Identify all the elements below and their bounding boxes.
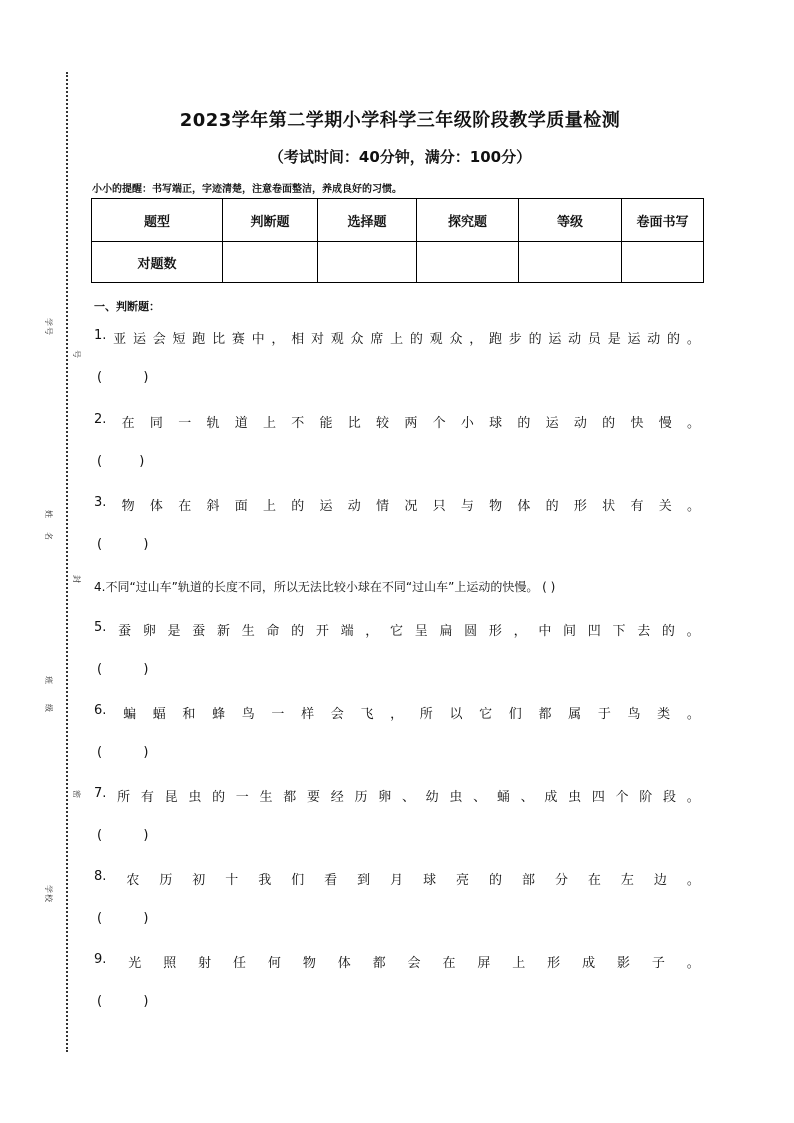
- answer-parentheses[interactable]: ( ): [97, 828, 149, 843]
- question-char: 动: [647, 332, 661, 347]
- header-cell-type: 题型: [92, 199, 223, 242]
- answer-parentheses[interactable]: ( ): [97, 745, 149, 760]
- margin-label-surname: 姓: [44, 510, 53, 519]
- question-char: 要: [307, 790, 321, 805]
- question-char: 都: [538, 707, 552, 722]
- margin-label-student-id: 学号: [44, 318, 53, 336]
- question-char: 的: [667, 332, 681, 347]
- question-number: 1.: [94, 328, 107, 343]
- question-number: 7.: [94, 786, 107, 801]
- question-char: 分: [554, 873, 568, 888]
- question-char: 它: [479, 707, 493, 722]
- question-char: 一: [235, 790, 249, 805]
- question-2: [94, 412, 700, 431]
- question-char: 动: [573, 416, 587, 431]
- question-char: 众: [449, 332, 463, 347]
- question-char: 对: [310, 332, 324, 347]
- header-cell-level: 等级: [519, 199, 622, 242]
- question-char: 蝙: [123, 707, 137, 722]
- margin-label-number: 号: [72, 350, 81, 359]
- question-char: 蚕: [192, 624, 206, 639]
- question-number: 9.: [94, 952, 107, 967]
- question-char: 赛: [231, 332, 245, 347]
- question-char: 是: [607, 332, 621, 347]
- margin-label-sealed: 密: [72, 790, 81, 799]
- question-char: ，: [513, 624, 527, 639]
- question-char: 。: [686, 499, 700, 514]
- question-char: 亚: [113, 332, 127, 347]
- question-text: 不同“过山车”轨道的长度不同，所以无法比较小球在不同“过山车”上运动的快慢。 ( ): [105, 580, 556, 594]
- question-char: 的: [291, 499, 305, 514]
- question-char: 屏: [477, 956, 491, 971]
- question-char: 成: [582, 956, 596, 971]
- question-char: 况: [404, 499, 418, 514]
- question-char: 蝠: [152, 707, 166, 722]
- question-char: 能: [319, 416, 333, 431]
- question-char: 段: [663, 790, 677, 805]
- question-char: 小: [460, 416, 474, 431]
- question-char: ，: [390, 707, 404, 722]
- margin-label-school: 学校: [44, 885, 53, 903]
- question-char: 一: [178, 416, 192, 431]
- question-char: 蚕: [118, 624, 132, 639]
- question-char: 个: [615, 790, 629, 805]
- question-char: 上: [390, 332, 404, 347]
- question-char: 会: [330, 707, 344, 722]
- question-char: 动: [347, 499, 361, 514]
- question-char: 生: [259, 790, 273, 805]
- question-char: 一: [271, 707, 285, 722]
- question-char: 形: [573, 499, 587, 514]
- question-char: 物: [489, 499, 503, 514]
- question-char: 新: [216, 624, 230, 639]
- question-char: 的: [528, 332, 542, 347]
- question-char: 上: [262, 416, 276, 431]
- question-char: 只: [432, 499, 446, 514]
- question-char: ，: [271, 332, 285, 347]
- question-char: 在: [178, 499, 192, 514]
- margin-label-seal: 封: [72, 575, 81, 584]
- question-char: 虫: [568, 790, 582, 805]
- question-char: 经: [330, 790, 344, 805]
- question-number: 2.: [94, 412, 107, 427]
- question-char: ，: [365, 624, 379, 639]
- question-char: 的: [602, 416, 616, 431]
- question-char: 下: [612, 624, 626, 639]
- question-char: 物: [302, 956, 316, 971]
- score-cell-inquiry[interactable]: [417, 242, 519, 283]
- question-char: 两: [404, 416, 418, 431]
- question-9: [94, 952, 700, 971]
- question-char: 照: [163, 956, 177, 971]
- question-char: 鸟: [627, 707, 641, 722]
- question-char: 上: [262, 499, 276, 514]
- question-char: 个: [432, 416, 446, 431]
- question-char: ，: [469, 332, 483, 347]
- question-char: 。: [686, 624, 700, 639]
- question-char: 的: [545, 499, 559, 514]
- score-cell-choice[interactable]: [318, 242, 417, 283]
- question-char: 运: [545, 416, 559, 431]
- question-char: 阶: [639, 790, 653, 805]
- question-1: [94, 328, 700, 347]
- question-char: 、: [520, 790, 534, 805]
- question-char: 情: [376, 499, 390, 514]
- question-char: 蜂: [212, 707, 226, 722]
- question-char: 比: [212, 332, 226, 347]
- question-char: 任: [233, 956, 247, 971]
- question-char: 左: [620, 873, 634, 888]
- answer-parentheses[interactable]: ( ): [97, 454, 145, 469]
- question-char: 员: [587, 332, 601, 347]
- question-char: 蛹: [496, 790, 510, 805]
- question-char: 影: [616, 956, 630, 971]
- question-char: 都: [372, 956, 386, 971]
- question-char: 。: [686, 956, 700, 971]
- question-char: 同: [149, 416, 163, 431]
- question-char: 会: [152, 332, 166, 347]
- question-number: 4.: [94, 580, 106, 594]
- question-number: 8.: [94, 869, 107, 884]
- question-char: 都: [283, 790, 297, 805]
- question-char: 命: [266, 624, 280, 639]
- margin-label-name: 名: [44, 532, 53, 541]
- question-char: 去: [637, 624, 651, 639]
- question-char: 步: [508, 332, 522, 347]
- question-number: 3.: [94, 495, 107, 510]
- question-8: [94, 869, 700, 888]
- question-char: 间: [563, 624, 577, 639]
- question-char: 部: [521, 873, 535, 888]
- reminder-text: 小小的提醒：书写端正，字迹清楚，注意卷面整洁，养成良好的习惯。: [92, 184, 402, 195]
- question-char: 体: [517, 499, 531, 514]
- question-char: 中: [538, 624, 552, 639]
- question-char: 是: [167, 624, 181, 639]
- question-char: 月: [390, 873, 404, 888]
- question-char: 飞: [360, 707, 374, 722]
- question-char: 观: [429, 332, 443, 347]
- question-char: 道: [234, 416, 248, 431]
- page-title: 2023学年第二学期小学科学三年级阶段教学质量检测: [179, 110, 621, 131]
- question-char: 亮: [456, 873, 470, 888]
- question-char: 中: [251, 332, 265, 347]
- question-char: 在: [442, 956, 456, 971]
- question-char: 历: [159, 873, 173, 888]
- question-char: 所: [117, 790, 131, 805]
- question-char: 边: [653, 873, 667, 888]
- question-char: 鸟: [241, 707, 255, 722]
- question-char: 昆: [164, 790, 178, 805]
- question-char: 到: [357, 873, 371, 888]
- question-char: 。: [686, 332, 700, 347]
- question-char: 何: [267, 956, 281, 971]
- question-char: 球: [489, 416, 503, 431]
- question-char: 相: [291, 332, 305, 347]
- question-char: 慢: [658, 416, 672, 431]
- question-char: 类: [657, 707, 671, 722]
- question-char: 跑: [489, 332, 503, 347]
- question-char: 、: [401, 790, 415, 805]
- question-char: 虫: [188, 790, 202, 805]
- answer-parentheses[interactable]: ( ): [97, 370, 149, 385]
- question-char: 的: [409, 332, 423, 347]
- question-char: 在: [121, 416, 135, 431]
- question-char: 席: [370, 332, 384, 347]
- question-number: 5.: [94, 620, 107, 635]
- question-char: 农: [126, 873, 140, 888]
- question-char: 不: [291, 416, 305, 431]
- question-char: 端: [340, 624, 354, 639]
- score-table-data-row: [92, 242, 704, 283]
- question-char: 呈: [414, 624, 428, 639]
- question-4: [94, 578, 555, 595]
- question-char: 。: [686, 790, 700, 805]
- question-char: 十: [225, 873, 239, 888]
- header-cell-choice: 选择题: [318, 199, 417, 242]
- question-char: 短: [172, 332, 186, 347]
- question-char: 面: [234, 499, 248, 514]
- question-char: 观: [330, 332, 344, 347]
- score-cell-true-false[interactable]: [223, 242, 318, 283]
- answer-parentheses[interactable]: ( ): [97, 911, 149, 926]
- question-char: 与: [460, 499, 474, 514]
- score-cell-handwriting[interactable]: [622, 242, 704, 283]
- question-char: 样: [301, 707, 315, 722]
- question-char: 形: [488, 624, 502, 639]
- question-char: 以: [449, 707, 463, 722]
- question-char: 动: [568, 332, 582, 347]
- question-char: 子: [651, 956, 665, 971]
- question-char: 凹: [587, 624, 601, 639]
- question-char: 们: [508, 707, 522, 722]
- question-char: 斜: [206, 499, 220, 514]
- question-char: 圆: [464, 624, 478, 639]
- question-5: [94, 620, 700, 639]
- question-char: 幼: [425, 790, 439, 805]
- binding-dotted-line: [66, 72, 68, 1052]
- question-char: 卵: [142, 624, 156, 639]
- question-char: 有: [140, 790, 154, 805]
- header-cell-inquiry: 探究题: [417, 199, 519, 242]
- question-char: 我: [258, 873, 272, 888]
- question-3: [94, 495, 700, 514]
- section-title-true-false: 一、判断题：: [94, 300, 160, 313]
- score-table: [91, 198, 704, 283]
- question-char: 历: [354, 790, 368, 805]
- answer-parentheses[interactable]: ( ): [97, 537, 149, 552]
- question-char: 虫: [449, 790, 463, 805]
- question-char: 。: [686, 416, 700, 431]
- question-char: 体: [149, 499, 163, 514]
- question-char: 上: [512, 956, 526, 971]
- question-char: 比: [347, 416, 361, 431]
- question-char: 运: [132, 332, 146, 347]
- answer-parentheses[interactable]: ( ): [97, 994, 149, 1009]
- score-table-header-row: [92, 199, 704, 242]
- question-char: 生: [241, 624, 255, 639]
- question-char: 状: [602, 499, 616, 514]
- question-char: 形: [547, 956, 561, 971]
- score-cell-level[interactable]: [519, 242, 622, 283]
- answer-parentheses[interactable]: ( ): [97, 662, 149, 677]
- question-char: 物: [121, 499, 135, 514]
- question-char: 、: [473, 790, 487, 805]
- question-char: 会: [407, 956, 421, 971]
- question-char: 运: [319, 499, 333, 514]
- question-char: 运: [627, 332, 641, 347]
- question-char: 卵: [378, 790, 392, 805]
- question-char: 看: [324, 873, 338, 888]
- question-char: 在: [587, 873, 601, 888]
- exam-subtitle: （考试时间：40分钟，满分：100分）: [268, 148, 532, 166]
- margin-label-class: 班: [44, 676, 53, 685]
- question-char: 们: [291, 873, 305, 888]
- question-char: 光: [128, 956, 142, 971]
- question-char: 关: [658, 499, 672, 514]
- question-char: 于: [597, 707, 611, 722]
- question-char: 运: [548, 332, 562, 347]
- question-7: [94, 786, 700, 805]
- question-char: 跑: [192, 332, 206, 347]
- header-cell-handwriting: 卷面书写: [622, 199, 704, 242]
- question-char: 的: [212, 790, 226, 805]
- question-char: 的: [517, 416, 531, 431]
- question-char: 的: [291, 624, 305, 639]
- question-char: 较: [376, 416, 390, 431]
- question-char: 。: [686, 873, 700, 888]
- question-char: 属: [568, 707, 582, 722]
- question-char: 四: [591, 790, 605, 805]
- question-char: 扁: [439, 624, 453, 639]
- question-char: 初: [192, 873, 206, 888]
- question-char: 射: [198, 956, 212, 971]
- row-label-correct-count: 对题数: [92, 242, 223, 283]
- question-char: 开: [315, 624, 329, 639]
- question-char: 轨: [206, 416, 220, 431]
- question-char: 它: [390, 624, 404, 639]
- question-6: [94, 703, 700, 722]
- question-char: 的: [489, 873, 503, 888]
- question-number: 6.: [94, 703, 107, 718]
- question-char: 快: [630, 416, 644, 431]
- question-char: 体: [337, 956, 351, 971]
- question-char: 众: [350, 332, 364, 347]
- question-char: 所: [419, 707, 433, 722]
- header-cell-true-false: 判断题: [223, 199, 318, 242]
- question-char: 和: [182, 707, 196, 722]
- margin-label-grade: 级: [44, 704, 53, 713]
- question-char: 的: [661, 624, 675, 639]
- question-char: 。: [686, 707, 700, 722]
- question-char: 球: [423, 873, 437, 888]
- question-char: 有: [630, 499, 644, 514]
- question-char: 成: [544, 790, 558, 805]
